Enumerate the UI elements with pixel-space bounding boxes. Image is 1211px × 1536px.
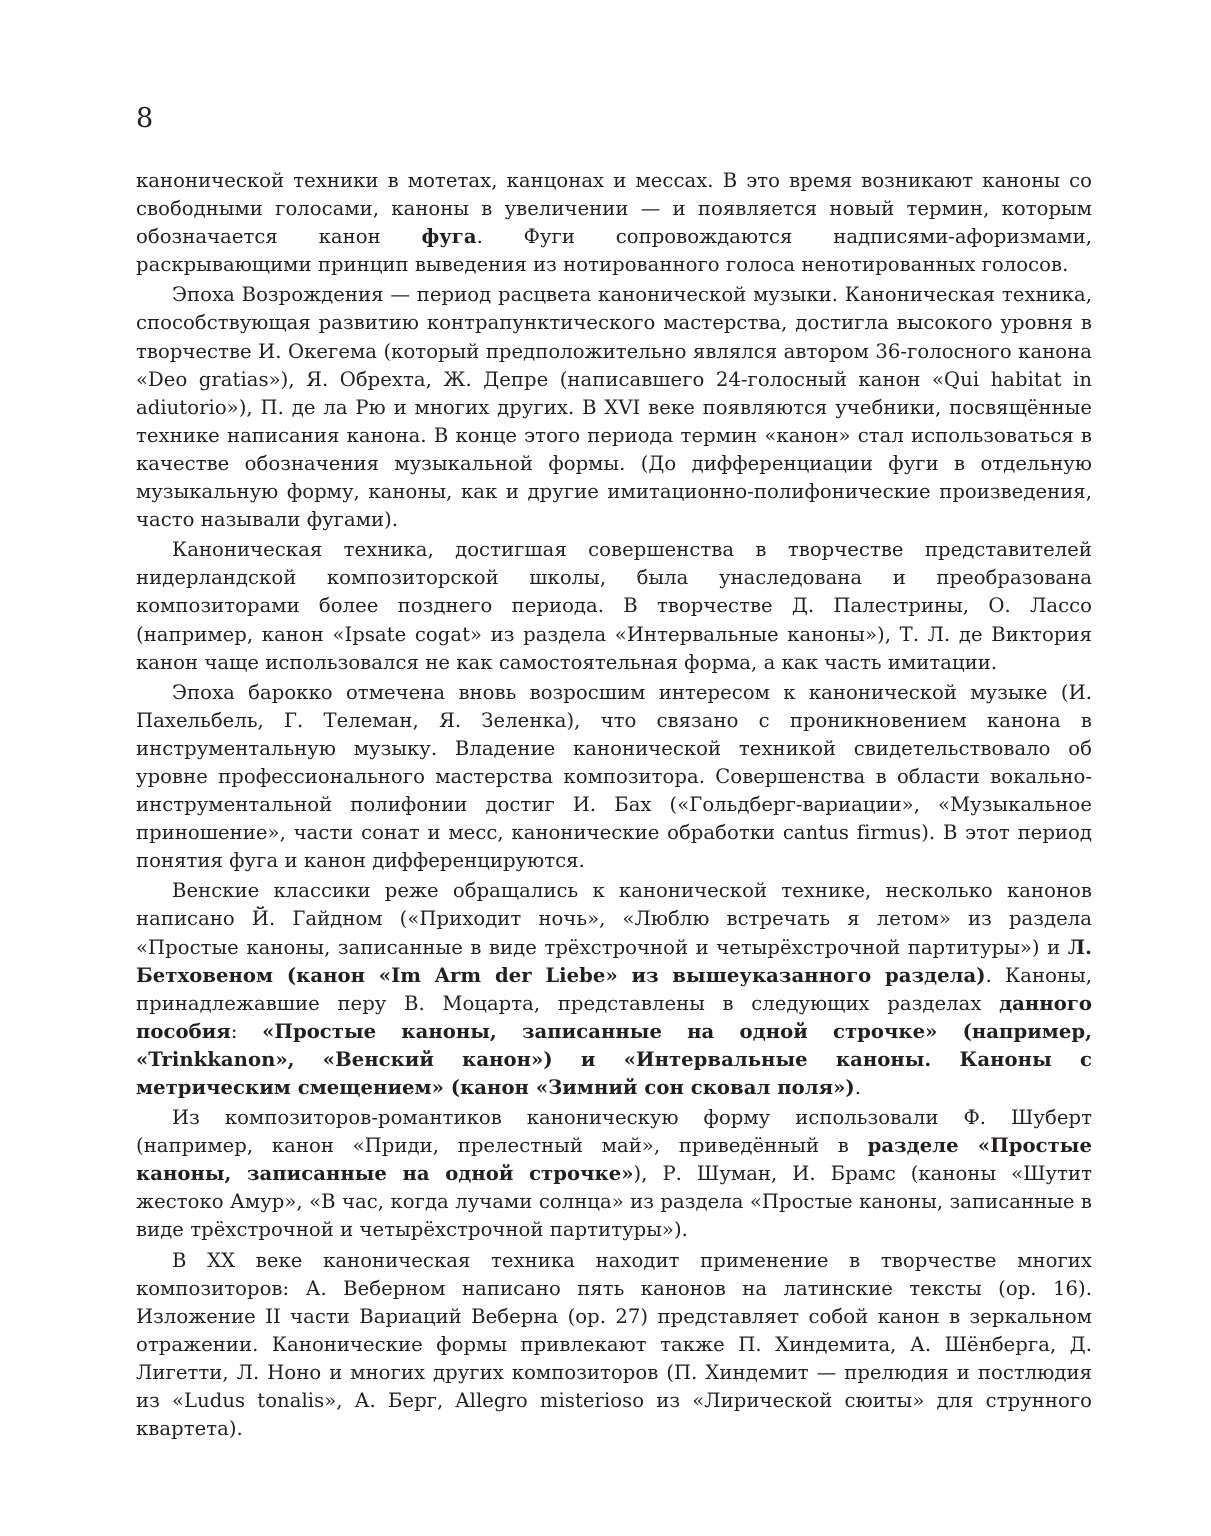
paragraph-4 — [136, 679, 1092, 876]
text-run: . — [854, 1076, 861, 1099]
text-run: . Каноны, принадлежавшие перу В. Моцарта, представлены в следующих разделах — [136, 963, 1092, 1015]
paragraph-1 — [136, 167, 1092, 279]
text-run: Эпоха Возрождения — период расцвета канонической музыки. Каноническая техника, способствующая развитию контрапунктического мастерства, достигла высокого уровня в творчестве И. Окегема (который предположительно являлся автором 36-голосного канона «Deo gratias»), Я. Обрехта, Ж. Депре (написавшего 24-голосный канон «Qui habitat in adiutorio»), П. де ла Рю и многих других. В XVI веке появляются учебники, посвящённые технике написания канона. В конце этого периода термин «канон» стал использоваться в качестве обозначения музыкальной формы. (До дифференциации фуги в отдельную музыкальную форму, каноны, как и другие имитационно-полифонические произведения, часто называли фугами). — [136, 283, 1092, 532]
text-run: Венские классики реже обращались к канонической технике, несколько канонов написано Й. Гайдном («Приходит ночь», «Люблю встречать я летом» из раздела «Простые каноны, записанные в виде трёхстрочной и четырёхстрочной партитуры») и — [136, 879, 1092, 959]
text-run: В XX веке каноническая техника находит применение в творчестве многих композиторов: А. Веберном написано пять канонов на латинские тексты (op. 16). Изложение II части Вариаций Веберна (op. 27) представляет собой канон в зеркальном отражении. Канонические формы привлекают также П. Хиндемита, А. Шёнберга, Д. Лигетти, Л. Ноно и многих других композиторов (П. Хиндемит — прелюдия и постлюдия из «Ludus tonalis», А. Берг, Allegro misterioso из «Лирической сюиты» для струнного квартета). — [136, 1248, 1092, 1441]
paragraph-3 — [136, 536, 1092, 676]
text-run: канонической техники в мотетах, канцонах и мессах. В это время возникают каноны со свободными голосами, каноны в увеличении — и появляется новый термин, которым обозначается канон — [136, 169, 1092, 249]
paragraph-5 — [136, 877, 1092, 1102]
paragraph-2 — [136, 281, 1092, 534]
text-run: Из композиторов-романтиков каноническую форму использовали Ф. Шуберт (например, канон «Приди, прелестный май», приведённый в — [136, 1106, 1092, 1158]
text-run: Каноническая техника, достигшая совершенства в творчестве представителей нидерландской композиторской школы, была унаследована и преобразована композиторами более позднего периода. В творчестве Д. Палестрины, О. Лассо (например, канон «Ipsate cogat» из раздела «Интервальные каноны»), Т. Л. де Виктория канон чаще использовался не как самостоятельная форма, а как часть имитации. — [136, 538, 1092, 674]
bold-text-run: фуга — [421, 225, 477, 249]
bold-text-run: «Простые каноны, записанные на одной строчке» (например, «Trinkkanon», «Венский канон») и «Интервальные каноны. Каноны с метрическим смещением» (канон «Зимний сон сковал поля») — [136, 1019, 1092, 1099]
paragraph-7 — [136, 1247, 1092, 1444]
text-run: . Фуги сопровождаются надписями-афоризмами, раскрывающими принцип выведения из нотированного голоса ненотированных голосов. — [136, 225, 1092, 277]
text-run: : — [230, 1019, 263, 1043]
text-run: ), Р. Шуман, И. Брамс (каноны «Шутит жестоко Амур», «В час, когда лучами солнца» из раздела «Простые каноны, записанные в виде трёхстрочной и четырёхстрочной партитуры»). — [136, 1162, 1092, 1242]
body-text — [136, 167, 1092, 1445]
bold-text-run: Л. Бетховеном (канон «Im Arm der Liebe» из вышеуказанного раздела) — [136, 935, 1092, 987]
page-number: 8 — [136, 103, 154, 134]
paragraph-6 — [136, 1104, 1092, 1244]
bold-text-run: данного пособия — [136, 991, 1092, 1043]
text-run: Эпоха барокко отмечена вновь возросшим интересом к канонической музыке (И. Пахельбель, Г. Телеман, Я. Зеленка), что связано с проникновением канона в инструментальную музыку. Владение канонической техникой свидетельствовало об уровне профессионального мастерства композитора. Совершенства в области вокально-инструментальной полифонии достиг И. Бах («Гольдберг-вариации», «Музыкальное приношение», части сонат и месс, канонические обработки cantus firmus). В этот период понятия фуга и канон дифференцируются. — [136, 680, 1092, 873]
bold-text-run: разделе «Простые каноны, записанные на одной строчке» — [136, 1134, 1093, 1186]
